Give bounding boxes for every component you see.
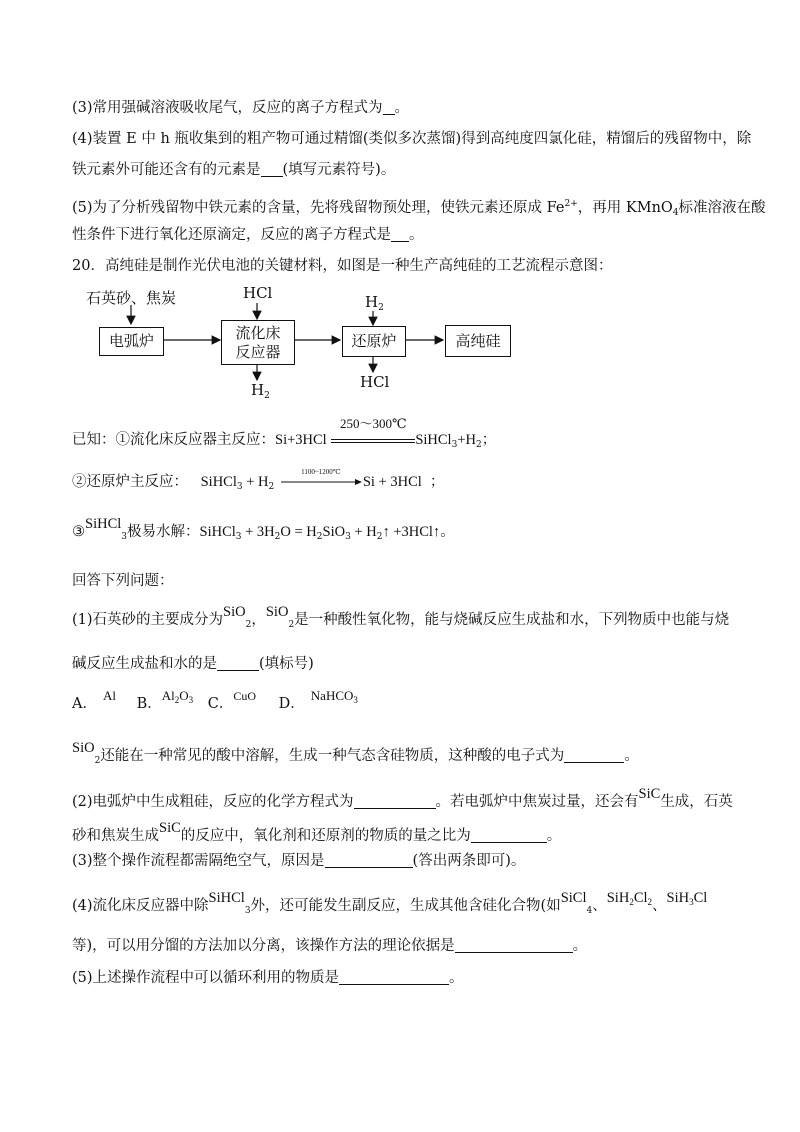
known-reaction-2: ②还原炉主反应： SiHCl$_3$ + $H_2$ 1100~1200℃ Si + 3HCl ； [72, 468, 445, 492]
q20-1-line3: SiO$_2$还能在一种常见的酸中溶解，生成一种气态含硅物质，这种酸的电子式为 。 [72, 740, 639, 766]
option-c[interactable]: C．$^{CuO}$ [207, 689, 257, 712]
option-a[interactable]: A．Al [72, 688, 116, 712]
answer-blank[interactable] [217, 656, 259, 671]
q20-2-line2: 砂和焦炭生成SiC的反应中，氧化剂和还原剂的物质的量之比为 。 [72, 820, 562, 844]
q19-part5-line2: 性条件下进行氧化还原滴定，反应的离子方程式是 。 [72, 227, 424, 243]
q20-1-line2: 碱反应生成盐和水的是 (填标号) [72, 656, 314, 672]
electric-arc-furnace-box: 电弧炉 [99, 327, 164, 356]
option-b[interactable]: B．$Al_2O_3$ [136, 688, 194, 712]
answer-blank[interactable] [471, 828, 547, 843]
h2-output-label: $H_2$ [251, 381, 270, 401]
q19-part4-line1: (4)装置 E 中 h 瓶收集到的粗产物可通过精馏(类似多次蒸馏)得到高纯度四氯化硅，精馏后的残留物中，除 [72, 131, 752, 147]
h2-input-label: $H_2$ [365, 293, 384, 313]
q19-part4-line2: 铁元素外可能还含有的元素是 (填写元素符号)。 [72, 162, 396, 178]
answer-blank[interactable] [354, 794, 436, 809]
reaction-condition-arrow: 1100~1200℃ [279, 472, 363, 492]
known-reaction-1: 已知：①流化床反应器主反应：Si+3HCl 250～300℃ $SiHCl_3+H_2$； [72, 416, 497, 450]
answer-blank[interactable] [564, 748, 624, 763]
q20-1-options [72, 688, 358, 718]
q20-4-line1: (4)流化床反应器中除SiHCl$_3$外，还可能发生副反应，生成其他含硅化合物(如SiCl$_4$、$SiH_2Cl_2$、SiH$_3$Cl [72, 890, 708, 916]
option-d[interactable]: D．NaHCO$_3$ [278, 688, 358, 712]
q20-intro: 20．高纯硅是制作光伏电池的关键材料，如图是一种生产高纯硅的工艺流程示意图： [72, 258, 613, 274]
known-reaction-3: ③SiHCl$_3$极易水解：SiHCl$_3$ + $3H_2O = H_2SiO_3$ + $H_2↑$ +3HCl↑。 [72, 516, 455, 542]
q20-5: (5)上述操作流程中可以循环利用的物质是 。 [72, 970, 464, 986]
q20-3: (3)整个操作流程都需隔绝空气，原因是 (答出两条即可)。 [72, 853, 526, 869]
q19-part5-line1: (5)为了分析残留物中铁元素的含量，先将残留物预处理，使铁元素还原成 $Fe^{2+}$，再用 KMnO$_4$标准溶液在酸 [72, 199, 766, 218]
q20-1-line1: (1)石英砂的主要成分为SiO$_2$，SiO$_2$是一种酸性氧化物，能与烧碱反应生成盐和水，下列物质中也能与烧 [72, 604, 730, 630]
answer-blank[interactable] [325, 853, 413, 868]
hcl-output-label: HCl [360, 373, 390, 391]
fluidized-bed-reactor-box: 流化床 反应器 [221, 320, 295, 365]
answer-blank[interactable] [455, 938, 573, 953]
reduction-furnace-box: 还原炉 [342, 326, 406, 357]
q20-2-line1: (2)电弧炉中生成粗硅，反应的化学方程式为 。若电弧炉中焦炭过量，还会有SiC生成，石英 [72, 786, 733, 810]
hcl-input-label: HCl [243, 284, 273, 302]
high-purity-silicon-box: 高纯硅 [445, 325, 511, 357]
input-label: 石英砂、焦炭 [86, 289, 177, 307]
answer-prompt: 回答下列问题： [72, 573, 174, 589]
q19-part3: (3)常用强碱溶液吸收尾气，反应的离子方程式为 。 [72, 100, 410, 116]
reaction-condition-arrow: 250～300℃ [331, 430, 415, 443]
answer-blank[interactable] [339, 970, 449, 985]
q20-4-line2: 等)，可以用分馏的方法加以分离，该操作方法的理论依据是 。 [72, 938, 588, 954]
